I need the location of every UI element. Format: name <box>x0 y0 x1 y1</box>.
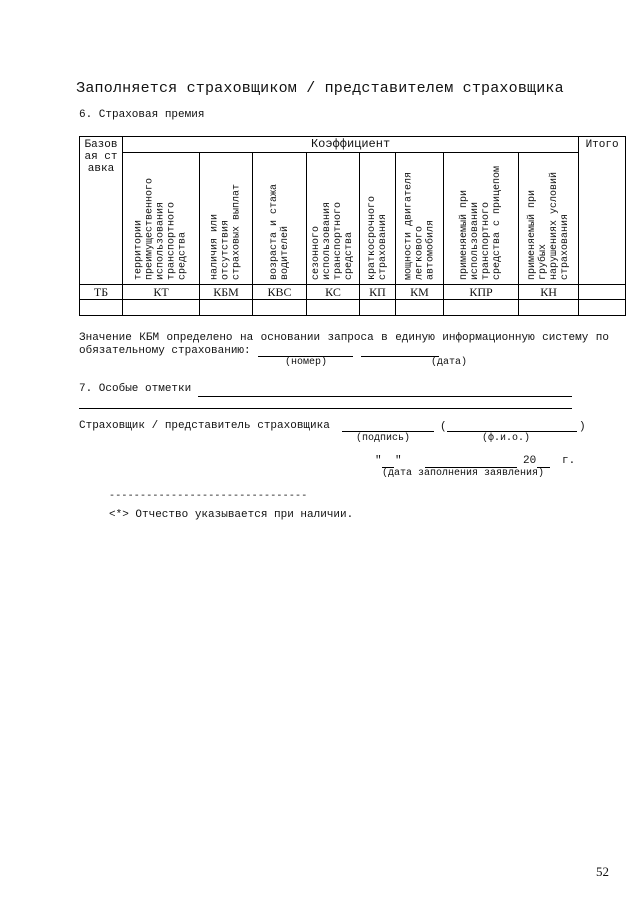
value-kbm[interactable] <box>200 300 253 316</box>
value-total[interactable] <box>579 300 626 316</box>
coefficient-header: Коэффициент <box>123 137 579 153</box>
name-caption: (ф.и.о.) <box>482 433 531 444</box>
value-kp[interactable] <box>360 300 396 316</box>
coef-col-label: возраста и стажа водителей <box>268 183 291 280</box>
page-number: 52 <box>596 864 609 879</box>
special-notes-line-2[interactable] <box>79 408 572 409</box>
date-caption: (дата заполнения заявления) <box>382 468 545 479</box>
coef-col-label: наличия или отсутствия страховых выплат <box>209 183 243 280</box>
code-kbm: КБМ <box>200 285 253 300</box>
insurer-signature-field[interactable] <box>342 431 434 432</box>
coef-col-label: территории преимущественного использования транспортного средства <box>133 177 189 280</box>
coef-col-seasonal <box>307 153 360 285</box>
date-year-prefix: 20 <box>523 455 537 467</box>
coef-col-label: применяемый при использовании транспортного средства с прицепом <box>459 165 503 280</box>
footnote-text: <*> Отчество указывается при наличии. <box>109 509 354 521</box>
code-km: КМ <box>396 285 444 300</box>
coef-col-label: краткосрочного страхования <box>366 195 389 280</box>
coef-col-age-experience <box>253 153 307 285</box>
kbm-date-caption: (дата) <box>431 357 468 368</box>
kbm-number-caption: (номер) <box>285 357 328 368</box>
value-kn[interactable] <box>519 300 579 316</box>
insurer-label: Страховщик / представитель страховщика <box>79 420 330 432</box>
value-kvs[interactable] <box>253 300 307 316</box>
name-close-paren: ) <box>579 421 586 433</box>
coef-col-claims <box>200 153 253 285</box>
name-open-paren: ( <box>440 421 447 433</box>
code-kn: КН <box>519 285 579 300</box>
premium-table <box>79 136 626 316</box>
date-quote-open: " <box>375 455 382 467</box>
total-header: Итого <box>579 137 626 285</box>
code-kpr: КПР <box>444 285 519 300</box>
code-total <box>579 285 626 300</box>
section-6-title: 6. Страховая премия <box>79 109 205 121</box>
coef-col-engine-power <box>396 153 444 285</box>
kbm-date-field[interactable] <box>361 356 439 357</box>
coef-col-label: сезонного использования транспортного средства <box>311 201 355 280</box>
special-notes-line-1[interactable] <box>198 396 572 397</box>
code-kp: КП <box>360 285 396 300</box>
signature-caption: (подпись) <box>356 433 411 444</box>
coef-col-short-term <box>360 153 396 285</box>
coef-col-territory <box>123 153 200 285</box>
code-kvs: КВС <box>253 285 307 300</box>
coef-col-trailer <box>444 153 519 285</box>
coef-col-violations <box>519 153 579 285</box>
value-km[interactable] <box>396 300 444 316</box>
coef-col-label: мощности двигателя легкового автомобиля <box>403 171 436 280</box>
coef-col-label: применяемый при грубых нарушениях условий страхования <box>526 171 571 280</box>
base-rate-header: Базовая ставка <box>80 137 123 285</box>
code-tb: ТБ <box>80 285 123 300</box>
section-7-title: 7. Особые отметки <box>79 383 192 395</box>
kbm-note-text: Значение КБМ определено на основании запроса в единую информационную систему по обязательному страхованию: <box>79 332 609 357</box>
date-quote-close: " <box>395 455 402 467</box>
footnote-separator: -------------------------------- <box>109 491 308 502</box>
date-year-suffix: г. <box>562 455 576 467</box>
value-base-rate[interactable] <box>80 300 123 316</box>
insurer-name-field[interactable] <box>447 431 577 432</box>
page-title: Заполняется страховщиком / представителем страховщика <box>76 80 564 97</box>
value-kpr[interactable] <box>444 300 519 316</box>
value-kt[interactable] <box>123 300 200 316</box>
value-ks[interactable] <box>307 300 360 316</box>
code-ks: КС <box>307 285 360 300</box>
code-kt: КТ <box>123 285 200 300</box>
